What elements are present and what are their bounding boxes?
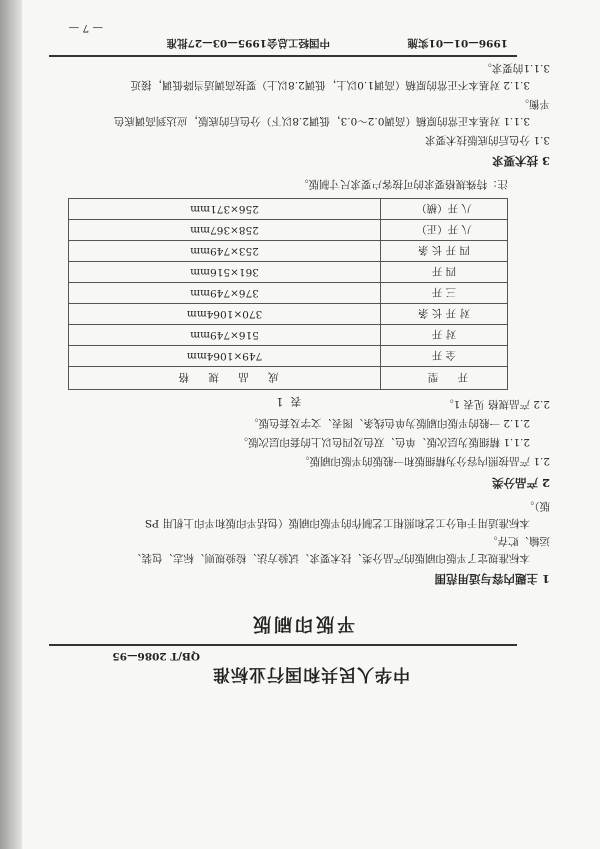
table-row: [69, 199, 508, 220]
table-cell-size-type: 八 开（正）: [381, 220, 508, 241]
standard-title: 中华人民共和国行业标准: [212, 664, 410, 684]
table-cell-size-type: 四 开: [381, 262, 508, 283]
table-cell-dimensions: 256×371mm: [69, 199, 381, 220]
table-row: [69, 304, 508, 325]
table-1-caption: 表 1: [274, 395, 302, 408]
table-cell-size-type: 四 开 长 条: [381, 241, 508, 262]
table-1-note: 注：特殊规格要求的可按客户要求尺寸制版。: [298, 178, 508, 190]
table-cell-size-type: 八 开（横）: [381, 199, 508, 220]
page-number: — 7 —: [68, 22, 103, 34]
table-row: [69, 241, 508, 262]
table-cell-size-type: 全 开: [381, 346, 508, 367]
standard-code: QB/T 2086—95: [112, 650, 200, 662]
implementation-line: 1996—01—01实施: [407, 37, 508, 49]
clause-3-1-2-line-2: 3.1.1的要求。: [481, 62, 550, 74]
table-cell-dimensions: 749×1064mm: [69, 346, 381, 367]
table-row: [69, 283, 508, 304]
approval-line: 中国轻工总会1995—03—27批准: [166, 37, 330, 49]
clause-2-2: 2.2 产品规格 见表 1。: [443, 398, 550, 410]
table-cell-dimensions: 370×1064mm: [69, 304, 381, 325]
column-header-size-type: 开 型: [381, 367, 508, 390]
clause-3-1-1-line-2: 平衡。: [518, 98, 550, 110]
table-1: [68, 198, 508, 410]
section-3-heading: 3 技术要求: [491, 154, 550, 168]
footer-rule: [49, 55, 517, 57]
section-2-heading: 2 产品分类: [491, 476, 550, 490]
table-cell-size-type: 三 开: [381, 283, 508, 304]
clause-3-1-2-line-1: 3.1.2 对基本不正常的原稿（高调1.0以上，低调2.8以上）要按高调适当降低调，接近: [130, 79, 530, 91]
section-1-heading: 1 主题内容与适用范围: [434, 572, 550, 586]
section-1-para-1-line-1: 本标准规定了平版印刷版的产品分类、技术要求、试验方法、检验规则、标志、包装、: [131, 552, 530, 564]
table-cell-dimensions: 258×367mm: [69, 220, 381, 241]
table-header-row: [69, 367, 508, 390]
table-row: [69, 262, 508, 283]
table-cell-dimensions: 376×749mm: [69, 283, 381, 304]
column-header-finished-dimensions: 成 品 规 格: [69, 367, 381, 390]
section-1-para-2-line-2: 版）。: [523, 500, 550, 512]
table-row: [69, 325, 508, 346]
clause-2-1-2: 2.1.2 一般的平版印刷版为单色线条、图表、文字及套色版。: [247, 417, 530, 429]
table-row: [69, 346, 508, 367]
table-cell-dimensions: 516×749mm: [69, 325, 381, 346]
header-rule: [49, 644, 517, 646]
clause-3-1: 3.1 分色后的底版技术要求: [424, 134, 550, 146]
table-cell-size-type: 对 开 长 条: [381, 304, 508, 325]
clause-2-1: 2.1 产品按照内容分为精细版和一般版的平版印刷版。: [298, 455, 550, 467]
table-cell-dimensions: 361×516mm: [69, 262, 381, 283]
clause-2-1-1: 2.1.1 精细版为层次版、单色、双色及四色以上的套印层次版。: [237, 436, 530, 448]
section-1-para-1-line-2: 运输、贮存。: [487, 535, 550, 547]
clause-3-1-1-line-1: 3.1.1 对基本正常的原稿（高调0.2～0.3，低调2.8以下）分色后的底版，应达到高调底色: [113, 115, 530, 127]
section-1-para-2-line-1: 本标准适用于电分工艺和照相工艺制作的平版印刷版（包括平印版和平印上机用 PS: [144, 517, 530, 529]
document-title: 平版印刷版: [250, 613, 355, 634]
table-cell-dimensions: 253×749mm: [69, 241, 381, 262]
table-cell-size-type: 对 开: [381, 325, 508, 346]
table-row: [69, 220, 508, 241]
